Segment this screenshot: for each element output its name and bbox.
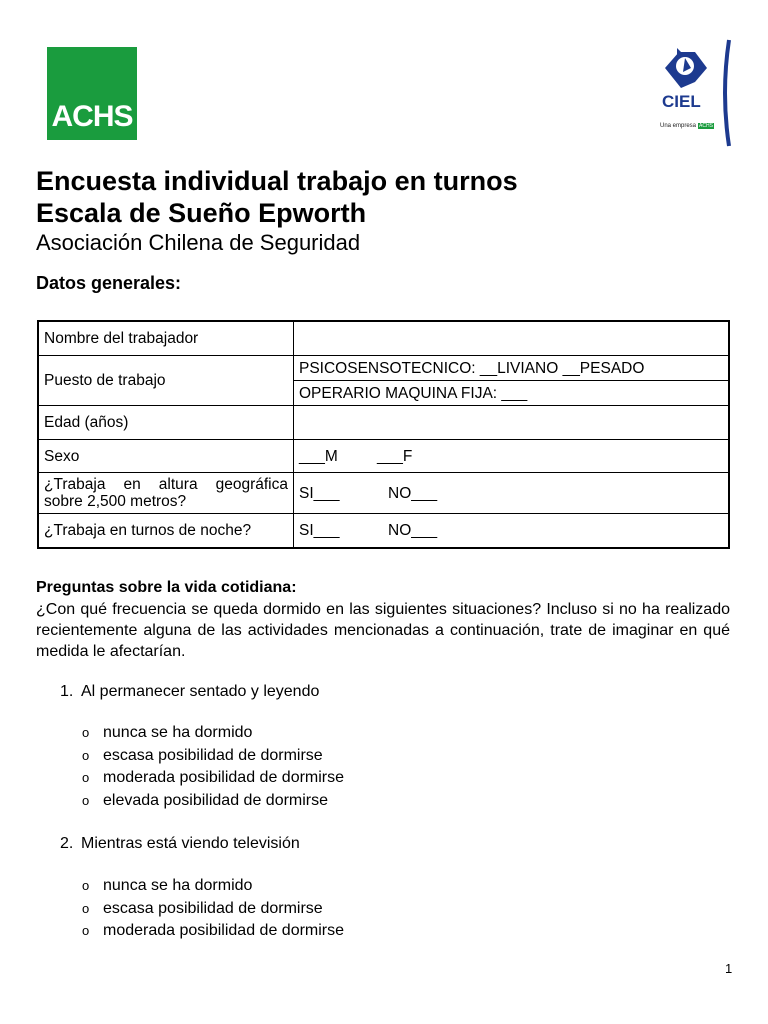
question-text: Mientras está viendo televisión — [81, 835, 300, 852]
altura-field[interactable] — [294, 473, 730, 514]
puesto-field-1[interactable]: PSICOSENSOTECNICO: __LIVIANO __PESADO — [294, 356, 730, 381]
ciel-logo-text: CIEL — [662, 92, 701, 111]
puesto-field-2[interactable]: OPERARIO MAQUINA FIJA: ___ — [294, 381, 730, 406]
noche-label: ¿Trabaja en turnos de noche? — [38, 514, 294, 549]
option-label: moderada posibilidad de dormirse — [103, 769, 345, 786]
list-item[interactable] — [82, 767, 344, 790]
altura-si-option[interactable]: SI___ — [299, 484, 340, 502]
nombre-label: Nombre del trabajador — [38, 321, 294, 356]
question-1-options — [82, 722, 344, 812]
ciel-subtitle-tag: ACHS — [699, 123, 713, 129]
ciel-subtitle-text: Una empresa — [660, 123, 697, 129]
list-item[interactable] — [82, 875, 344, 898]
question-1 — [60, 683, 319, 701]
question-2-options — [82, 875, 344, 943]
preguntas-intro: ¿Con qué frecuencia se queda dormido en las siguientes situaciones? Incluso si no ha realizado recientemente alguna de las actividades mencionadas a continuación, trate de imaginar en qué medida le afectarían. — [36, 601, 730, 660]
page-title: Encuesta individual trabajo en turnos — [36, 166, 518, 196]
achs-logo — [47, 47, 137, 140]
bullet-icon: o — [82, 725, 90, 740]
question-number: 2. — [60, 835, 74, 852]
datos-heading: Datos generales: — [36, 273, 182, 293]
sexo-m-option[interactable]: ___M — [299, 447, 338, 465]
table-row — [38, 440, 729, 473]
bullet-icon: o — [82, 900, 90, 916]
nombre-field[interactable] — [294, 321, 730, 356]
organization-name: Asociación Chilena de Seguridad — [36, 230, 361, 255]
question-2 — [60, 835, 300, 853]
bullet-icon: o — [82, 747, 90, 763]
edad-label: Edad (años) — [38, 406, 294, 440]
altura-no-option[interactable]: NO___ — [388, 484, 438, 502]
preguntas-heading: Preguntas sobre la vida cotidiana: — [36, 579, 297, 596]
question-number: 1. — [60, 683, 74, 700]
table-row — [38, 406, 729, 440]
puesto-label: Puesto de trabajo — [38, 356, 294, 406]
noche-field[interactable] — [294, 514, 730, 549]
option-label: nunca se ha dormido — [103, 724, 253, 741]
ciel-logo-subtitle — [660, 123, 714, 129]
list-item[interactable] — [82, 898, 344, 921]
bullet-icon: o — [82, 878, 90, 893]
sexo-field[interactable] — [294, 440, 730, 473]
list-item[interactable] — [82, 920, 344, 943]
achs-logo-text: ACHS — [51, 100, 133, 133]
option-label: escasa posibilidad de dormirse — [103, 746, 323, 764]
option-label: escasa posibilidad de dormirse — [103, 899, 323, 917]
altura-label: ¿Trabaja en altura geográfica sobre 2,500 metros? — [38, 473, 294, 514]
bullet-icon: o — [82, 923, 90, 938]
sexo-label: Sexo — [38, 440, 294, 473]
sexo-f-option[interactable]: ___F — [377, 447, 413, 465]
question-text: Al permanecer sentado y leyendo — [81, 683, 320, 700]
list-item[interactable] — [82, 745, 344, 768]
table-row — [38, 321, 729, 356]
list-item[interactable] — [82, 790, 344, 813]
page-number: 1 — [725, 961, 733, 976]
table-row — [38, 473, 729, 514]
noche-no-option[interactable]: NO___ — [388, 522, 438, 539]
datos-table — [37, 320, 730, 549]
edad-field[interactable] — [294, 406, 730, 440]
option-label: elevada posibilidad de dormirse — [103, 791, 329, 809]
option-label: nunca se ha dormido — [103, 877, 253, 894]
option-label: moderada posibilidad de dormirse — [103, 922, 345, 939]
bullet-icon: o — [82, 770, 90, 785]
noche-si-option[interactable]: SI___ — [299, 522, 340, 539]
table-row — [38, 356, 729, 381]
bullet-icon: o — [82, 792, 90, 808]
page-subtitle: Escala de Sueño Epworth — [36, 198, 367, 228]
list-item[interactable] — [82, 722, 344, 745]
table-row — [38, 514, 729, 549]
